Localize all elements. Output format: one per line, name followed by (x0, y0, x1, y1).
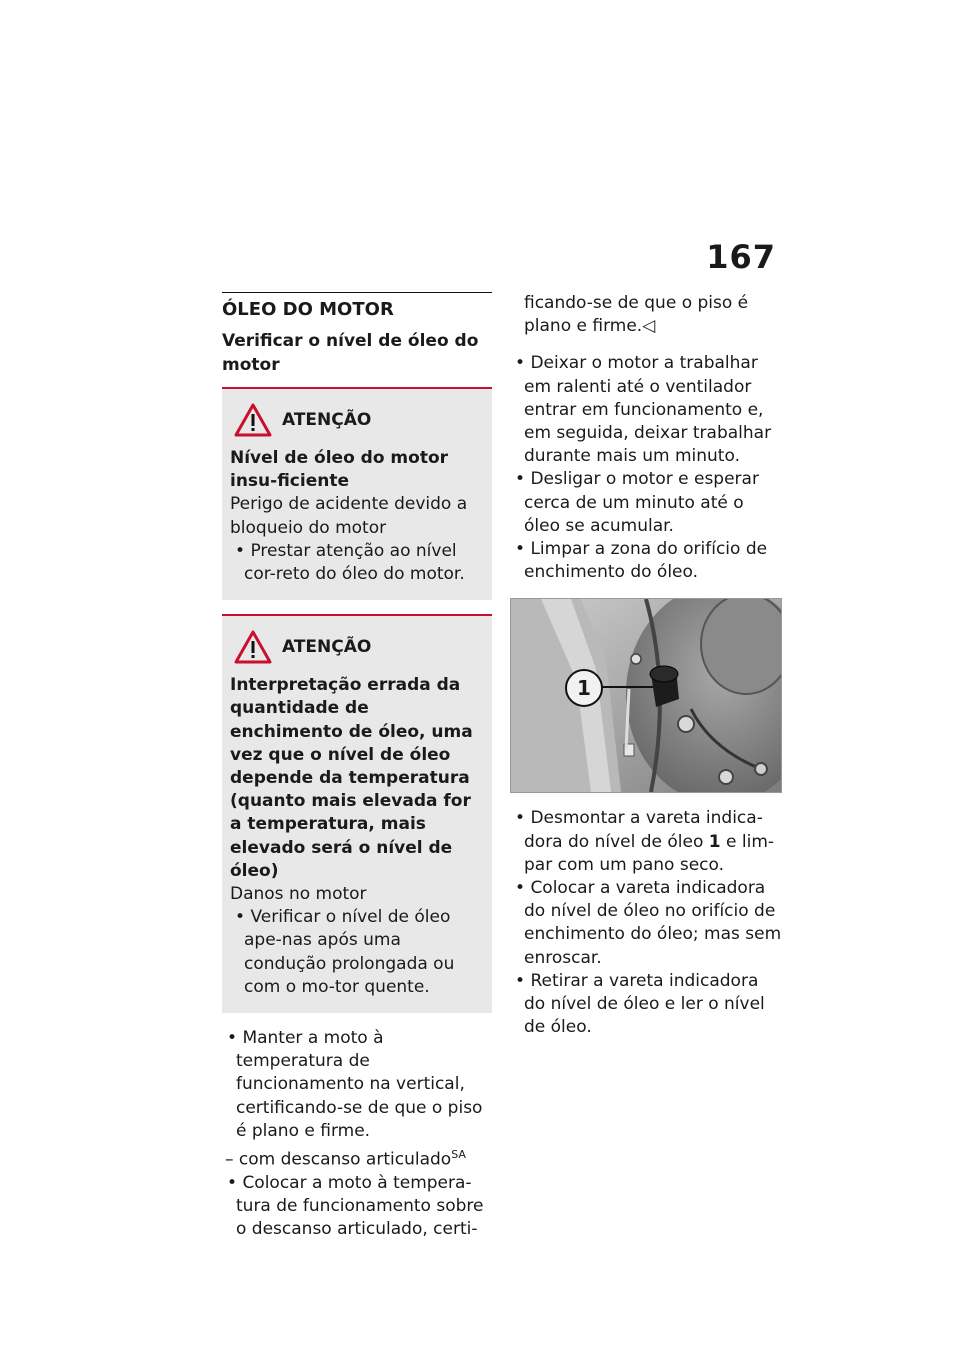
warning-triangle-icon (234, 403, 272, 437)
warning-triangle-icon (234, 630, 272, 664)
warning-box-1 (222, 387, 492, 600)
warning-bullet: • Verificar o nível de óleo ape-nas após uma condução prolongada ou com o mo-tor quente. (235, 907, 455, 997)
part-reference: 1 (708, 831, 721, 852)
section-title: ÓLEO DO MOTOR (222, 299, 394, 320)
step-item: • Desligar o motor e esperar cerca de um minuto até o óleo se acumular. (515, 469, 759, 536)
warning-label: ATENÇÃO (282, 410, 372, 430)
right-column (510, 292, 782, 1039)
variant-item: – com descanso articulado$^{SA}$ (225, 1148, 466, 1170)
left-column (222, 292, 492, 1242)
warning-header (230, 630, 484, 664)
figure-callout: 1 (565, 669, 603, 707)
continuation-text: ficando-se de que o piso é plano e firme.◁ (524, 293, 749, 337)
section-rule (222, 292, 492, 293)
step-item: • Deixar o motor a trabalhar em ralenti até o ventilador entrar em funcionamento e, em seguida, deixar trabalhar durante mais um minuto. (515, 353, 772, 467)
oil-dipstick-figure (510, 598, 782, 793)
step-item: • Desmontar a vareta indica-dora do nível de óleo 1 e lim-par com um pano seco. (515, 808, 775, 875)
variant-superscript: SA (451, 1148, 466, 1162)
step-item: • Colocar a moto à tempera-tura de funcionamento sobre o descanso articulado, certi- (227, 1172, 484, 1240)
step-item: • Colocar a vareta indicadora do nível de óleo no orifício de enchimento do óleo; mas sem enroscar. (515, 878, 782, 968)
section-subtitle: Verificar o nível de óleo do motor (222, 331, 479, 375)
warning-header (230, 403, 484, 437)
warning-label: ATENÇÃO (282, 637, 372, 658)
warning-heading: Nível de óleo do motor insu-ficiente (230, 448, 449, 492)
page-number: 167 (706, 238, 776, 276)
warning-bullet: • Prestar atenção ao nível cor-reto do óleo do motor. (235, 540, 465, 585)
step-item: • Retirar a vareta indicadora do nível de óleo e ler o nível de óleo. (515, 970, 765, 1038)
engine-photo-illustration (511, 599, 781, 792)
warning-body: Perigo de acidente devido a bloqueio do motor (230, 494, 468, 538)
step-item: • Limpar a zona do orifício de enchimento do óleo. (515, 539, 768, 583)
warning-box-2 (222, 614, 492, 1013)
warning-heading: Interpretação errada da quantidade de enchimento de óleo, uma vez que o nível de óleo depende da temperatura (quanto mais elevada for a temperatura, mais elevado será o nível de óleo) (230, 675, 473, 881)
warning-body: Danos no motor (230, 884, 367, 905)
step-item: • Manter a moto à temperatura de funcionamento na vertical, certificando-se de que o piso é plano e firme. (227, 1028, 483, 1141)
